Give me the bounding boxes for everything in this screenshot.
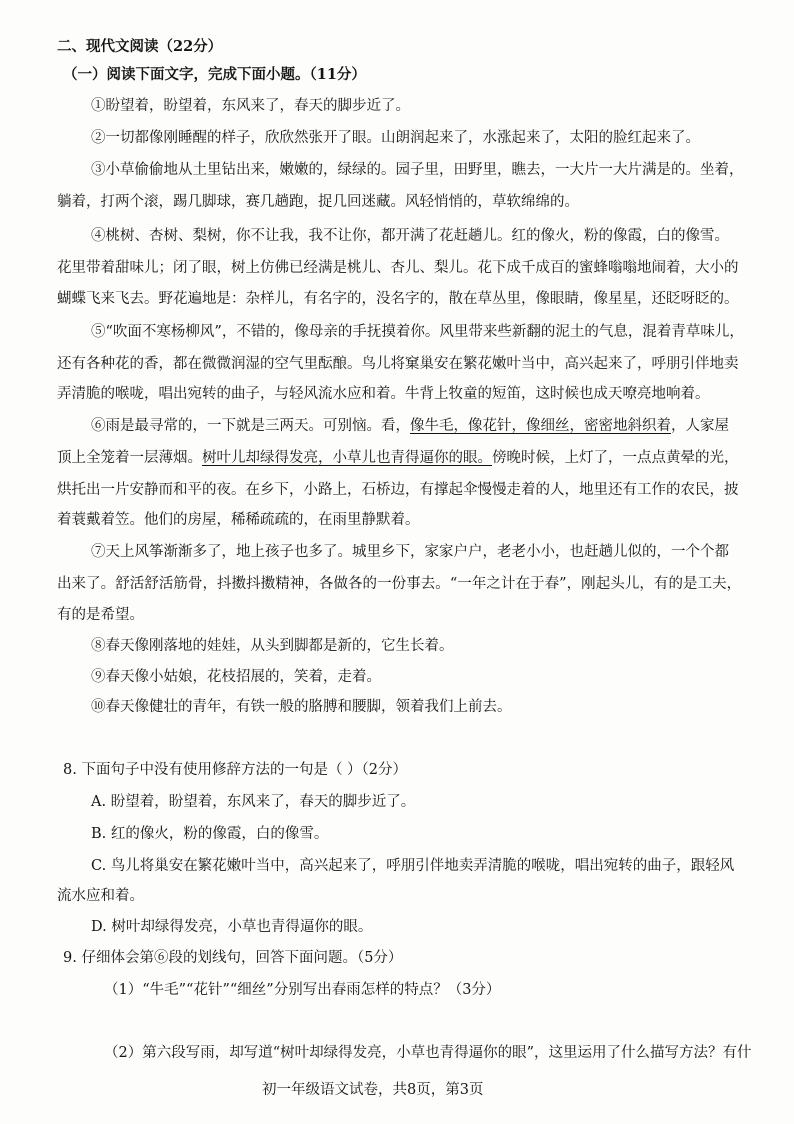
paragraph-1: ①盼望着，盼望着，东风来了，春天的脚步近了。 (91, 98, 410, 114)
option-d: D. 树叶却绿得发亮，小草也青得逼你的眼。 (91, 919, 373, 935)
paragraph-7-line: 有的是希望。 (57, 607, 144, 623)
paragraph-6-text: ，人家屋 (671, 418, 729, 434)
paragraph-3-line: 躺着，打两个滚，踢几脚球，赛几趟跑，捉几回迷藏。风轻悄悄的，草软绵绵的。 (57, 194, 579, 210)
paragraph-10: ⑩春天像健壮的青年，有铁一般的胳膊和腰脚，领着我们上前去。 (91, 699, 512, 715)
question-9-sub-1: （1）“牛毛”“花针”“细丝”分别写出春雨怎样的特点？（3分） (104, 982, 501, 998)
option-b: B. 红的像火，粉的像霞，白的像雪。 (91, 826, 329, 842)
paragraph-7-line: ⑦天上风筝渐渐多了，地上孩子也多了。城里乡下，家家户户，老老小小，也赶趟儿似的，一个个都 (91, 544, 729, 560)
paragraph-6-text: ⑥雨是最寻常的，一下就是三两天。可别恼。看， (91, 418, 410, 434)
paragraph-5-line: 还有各种花的香，都在微微润湿的空气里酝酿。鸟儿将窠巢安在繁花嫩叶当中，高兴起来了，呼朋引伴地卖 (57, 356, 739, 372)
page-footer: 初一年级语文试卷，共8页，第3页 (262, 1082, 484, 1098)
paragraph-6-line (57, 448, 739, 468)
paragraph-6-text: 傍晚时候，上灯了，一点点黄晕的光， (492, 450, 739, 466)
paragraph-2: ②一切都像刚睡醒的样子，欣欣然张开了眼。山朗润起来了，水涨起来了，太阳的脸红起来了。 (91, 130, 700, 146)
paragraph-8: ⑧春天像刚落地的娃娃，从头到脚都是新的，它生长着。 (91, 638, 454, 654)
option-c-line: 流水应和着。 (57, 888, 144, 904)
paragraph-5-line: 弄清脆的喉咙，唱出宛转的曲子，与轻风流水应和着。牛背上牧童的短笛，这时候也成天嘹亮地响着。 (57, 386, 710, 402)
option-a: A. 盼望着，盼望着，东风来了，春天的脚步近了。 (91, 794, 416, 810)
paragraph-6-text: 顶上全笼着一层薄烟。 (57, 450, 202, 466)
paragraph-4-line: 花里带着甜味儿；闭了眼，树上仿佛已经满是桃儿、杏儿、梨儿。花下成千成百的蜜蜂嗡嗡地闹着，大小的 (57, 260, 739, 276)
question-8-stem: 8. 下面句子中没有使用修辞方法的一句是（ ）（2分） (63, 762, 408, 778)
paragraph-7-line: 出来了。舒活舒活筋骨，抖擞抖擞精神，各做各的一份事去。“一年之计在于春”，刚起头儿，有的是工夫， (57, 576, 742, 592)
paragraph-4-line: ④桃树、杏树、梨树，你不让我，我不让你，都开满了花赶趟儿。红的像火，粉的像霞，白的像雪。 (91, 228, 729, 244)
section-title: 二、现代文阅读（22分） (57, 38, 223, 55)
reading-instruction: （一）阅读下面文字，完成下面小题。（11分） (63, 66, 366, 83)
paragraph-6-line: 着蓑戴着笠。他们的房屋，稀稀疏疏的，在雨里静默着。 (57, 512, 420, 528)
question-9-sub-2: （2）第六段写雨，却写道“树叶却绿得发亮，小草也青得逼你的眼”，这里运用了什么描写方法？有什 (104, 1045, 752, 1061)
paragraph-5-line: ⑤“吹面不寒杨柳风”，不错的，像母亲的手抚摸着你。风里带来些新翻的泥土的气息，混着青草味儿， (91, 324, 744, 340)
option-c-line: C. 鸟儿将巢安在繁花嫩叶当中，高兴起来了，呼朋引伴地卖弄清脆的喉咙，唱出宛转的曲子，跟轻风 (91, 858, 735, 874)
question-9-stem: 9. 仔细体会第⑥段的划线句，回答下面问题。（5分） (63, 950, 403, 966)
underlined-sentence: 树叶儿却绿得发亮，小草儿也青得逼你的眼。 (202, 450, 492, 466)
paragraph-6-line: 烘托出一片安静而和平的夜。在乡下，小路上，石桥边，有撑起伞慢慢走着的人，地里还有工作的农民，披 (57, 482, 739, 498)
underlined-sentence: 像牛毛，像花针，像细丝，密密地斜织着 (410, 418, 671, 434)
paragraph-6-line (91, 416, 729, 436)
paragraph-4-line: 蝴蝶飞来飞去。野花遍地是：杂样儿，有名字的，没名字的，散在草丛里，像眼睛，像星星，还眨呀眨的。 (57, 291, 739, 307)
paragraph-9: ⑨春天像小姑娘，花枝招展的，笑着，走着。 (91, 669, 381, 685)
paragraph-3-line: ③小草偷偷地从土里钻出来，嫩嫩的，绿绿的。园子里，田野里，瞧去，一大片一大片满是的。坐着， (91, 162, 744, 178)
